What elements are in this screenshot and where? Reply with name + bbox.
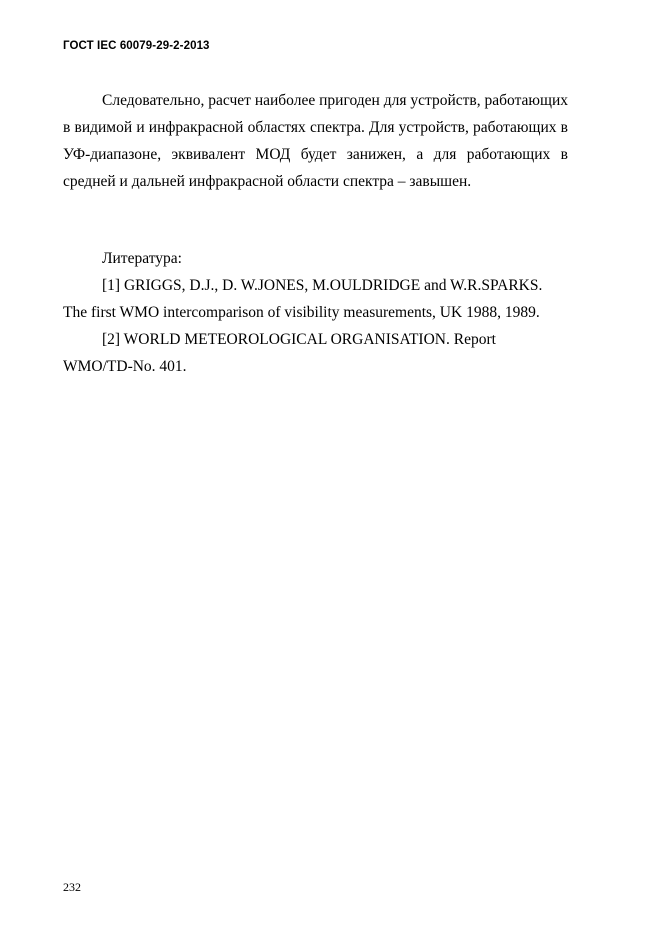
page-number: 232 xyxy=(63,880,81,894)
reference-item-2: [2] WORLD METEOROLOGICAL ORGANISATION. Report WMO/TD-No. 401. xyxy=(63,331,496,375)
document-header: ГОСТ IEC 60079-29-2-2013 xyxy=(63,40,210,52)
reference-item-1: [1] GRIGGS, D.J., D. W.JONES, M.OULDRIDGE and W.R.SPARKS. The first WMO intercomparison of visibility measurements, UK 1988, 1989. xyxy=(63,277,543,321)
literature-heading: Литература: xyxy=(102,250,182,267)
body-paragraph: Следовательно, расчет наиболее пригоден для устройств, работающих в видимой и инфракрасной областях спектра. Для устройств, работающих в УФ-диапазоне, эквивалент МОД будет занижен, а для работающих в средней и дальней инфракрасной области спектра – завышен. xyxy=(63,92,568,190)
